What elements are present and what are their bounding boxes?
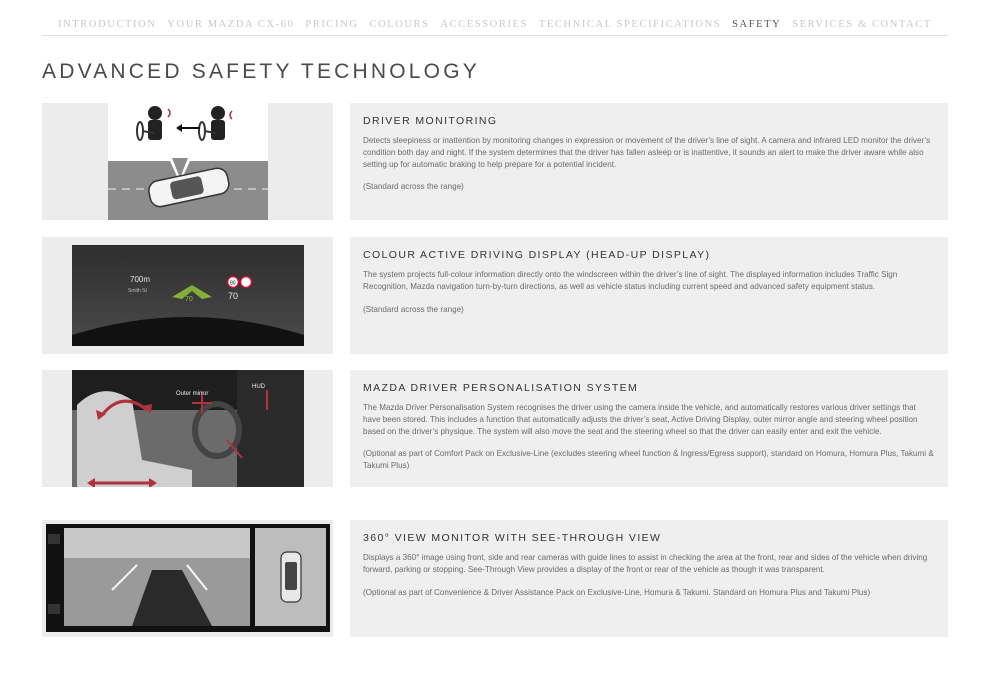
- hud-illustration: [42, 237, 333, 354]
- hud-street-text: Smith St: [128, 288, 147, 294]
- feature-title: MAZDA DRIVER PERSONALISATION SYSTEM: [363, 382, 639, 394]
- feature-title: 360° VIEW MONITOR WITH SEE-THROUGH VIEW: [363, 532, 662, 544]
- personalisation-text: [350, 370, 948, 487]
- feature-driver-personalisation: [42, 370, 948, 487]
- settings-icon: [48, 604, 60, 614]
- nav-colours[interactable]: COLOURS: [369, 19, 430, 30]
- section-nav: [42, 18, 948, 36]
- hud-text: [350, 237, 948, 354]
- feature-title: DRIVER MONITORING: [363, 115, 498, 127]
- nav-your-mazda-cx60[interactable]: YOUR MAZDA CX-60: [167, 19, 295, 30]
- hud-set-speed-text: 70: [228, 291, 239, 301]
- hud-sign-text: 80: [230, 280, 236, 287]
- personalisation-graphic: [42, 370, 333, 487]
- nav-pricing[interactable]: PRICING: [305, 19, 359, 30]
- personalisation-illustration: [42, 370, 333, 487]
- feature-availability: (Standard across the range): [363, 304, 464, 314]
- driver-monitoring-illustration: [42, 103, 333, 220]
- nav-accessories[interactable]: ACCESSORIES: [440, 19, 529, 30]
- feature-description: Detects sleepiness or inattention by monitoring changes in expression or movement of the driver’s line of sight. A camera and infrared LED monitor the driver’s condition both day and night. If the system determines that the driver has fallen asleep or is inattentive, it sounds an alert to make the driver aware while also setting up for automatic braking to help prepare for a potential incident.: [363, 136, 931, 169]
- hud-distance-text: 700m: [130, 275, 151, 284]
- view-monitor-text: [350, 520, 948, 637]
- view-monitor-illustration: [42, 520, 333, 637]
- feature-availability: (Optional as part of Convenience & Driver Assistance Pack on Exclusive-Line, Homura & Takumi. Standard on Homura Plus and Takumi Plus): [363, 587, 871, 597]
- feature-title: COLOUR ACTIVE DRIVING DISPLAY (HEAD-UP DISPLAY): [363, 249, 711, 261]
- view-monitor-graphic: [42, 520, 333, 637]
- feature-description: The Mazda Driver Personalisation System recognises the driver using the camera inside the vehicle, and automatically restores various driver settings that have been stored. This includes a function that automatically adjusts the driver’s seat, Active Driving Display, outer mirror angle and steering wheel position based on the driver’s physique. The system will also move the seat and the steering wheel so that the driver can easily enter and exit the vehicle.: [363, 403, 918, 436]
- feature-driver-monitoring: [42, 103, 948, 220]
- feature-360-view-monitor: [42, 520, 948, 637]
- driver-monitoring-text: [350, 103, 948, 220]
- hud-label: HUD: [252, 384, 265, 390]
- feature-availability: (Optional as part of Comfort Pack on Exclusive-Line (excludes steering wheel function & Ingress/Egress support), standard on Homura, Homura Plus, Takumi & Takumi Plus): [363, 449, 934, 471]
- page-title: ADVANCED SAFETY TECHNOLOGY: [42, 60, 480, 83]
- feature-description: Displays a 360° image using front, side and rear cameras with guide lines to assist in checking the area at the front, rear and sides of the vehicle when driving forward, parking or stopping. See-Through View provides a display of the front or rear of the vehicle as though it was transparent.: [363, 553, 928, 574]
- no-entry-sign-icon: [241, 277, 252, 288]
- feature-description: The system projects full-colour information directly onto the windscreen within the driver’s line of sight. The displayed information includes Traffic Sign Recognition, Mazda navigation turn-by-turn directions, as well as vehicle status including current speed and advanced safety equipment status.: [363, 270, 898, 291]
- driver-monitoring-graphic: [42, 103, 333, 220]
- nav-safety[interactable]: SAFETY: [732, 19, 782, 30]
- feature-availability: (Standard across the range): [363, 182, 464, 192]
- nav-introduction[interactable]: INTRODUCTION: [58, 19, 157, 30]
- mirror-label: Outer mirror: [176, 391, 209, 397]
- nav-services-contact[interactable]: SERVICES & CONTACT: [792, 19, 932, 30]
- camera-view-icon: [48, 534, 60, 544]
- hud-graphic: [42, 237, 333, 354]
- hud-speed-text: 70: [185, 296, 193, 303]
- nav-technical-specifications[interactable]: TECHNICAL SPECIFICATIONS: [538, 19, 722, 30]
- feature-head-up-display: [42, 237, 948, 354]
